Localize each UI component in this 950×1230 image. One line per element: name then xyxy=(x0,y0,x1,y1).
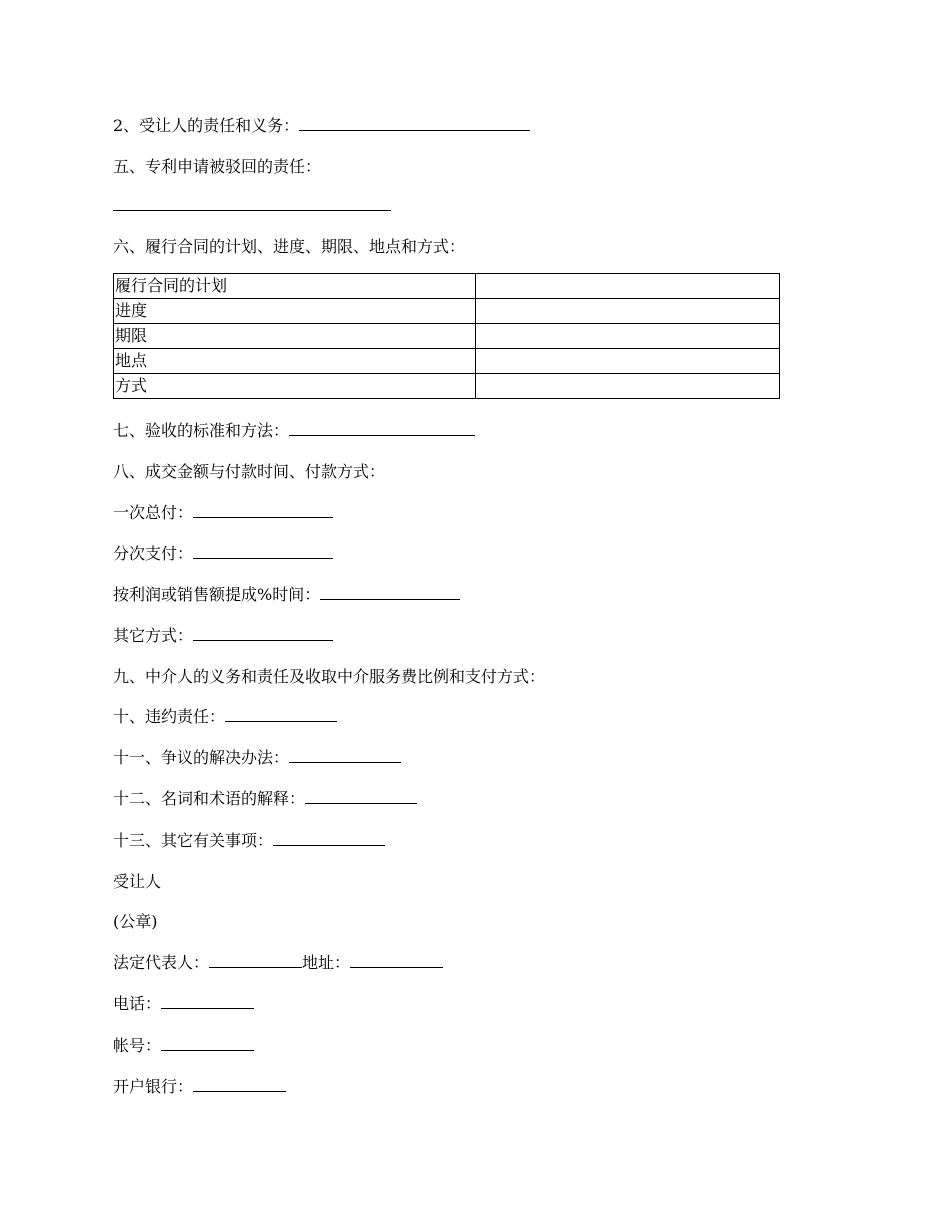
table-row xyxy=(114,349,780,374)
payment-installments-line xyxy=(113,543,333,565)
signature-party-label: 受让人 xyxy=(113,872,162,891)
payment-other-line xyxy=(113,625,333,647)
phone-label: 电话： xyxy=(113,994,162,1013)
payment-other-blank[interactable] xyxy=(193,626,333,641)
payment-lump-sum-label: 一次总付： xyxy=(113,503,194,522)
section-13-blank[interactable] xyxy=(273,831,385,846)
section-2-line xyxy=(113,115,530,137)
table-cell-value[interactable] xyxy=(476,274,780,299)
signature-phone-line xyxy=(113,993,254,1015)
signature-party xyxy=(113,871,161,893)
section-6-heading xyxy=(113,236,465,258)
address-label: 地址： xyxy=(302,953,351,972)
table-cell-label: 方式 xyxy=(114,374,476,399)
table-cell-value[interactable] xyxy=(476,374,780,399)
table-cell-label: 进度 xyxy=(114,299,476,324)
section-10-line xyxy=(113,706,337,728)
legal-rep-label: 法定代表人： xyxy=(113,953,210,972)
bank-label: 开户银行： xyxy=(113,1077,194,1096)
payment-other-label: 其它方式： xyxy=(113,626,194,645)
section-8-heading xyxy=(113,461,385,483)
section-7-blank[interactable] xyxy=(289,421,475,436)
section-8-label: 八、成交金额与付款时间、付款方式： xyxy=(113,462,386,481)
section-9-label: 九、中介人的义务和责任及收取中介服务费比例和支付方式： xyxy=(113,667,546,686)
section-11-line xyxy=(113,747,401,769)
section-2-label: 2、受让人的责任和义务： xyxy=(113,116,300,135)
table-row xyxy=(114,374,780,399)
table-row xyxy=(114,299,780,324)
signature-rep-address-line xyxy=(113,952,443,974)
payment-lump-sum-line xyxy=(113,502,333,524)
section-2-blank[interactable] xyxy=(299,116,530,131)
section-12-line xyxy=(113,788,417,810)
table-row xyxy=(114,324,780,349)
table-cell-label: 地点 xyxy=(114,349,476,374)
section-9-heading xyxy=(113,666,545,688)
section-10-label: 十、违约责任： xyxy=(113,707,226,726)
table-cell-value[interactable] xyxy=(476,324,780,349)
section-7-line xyxy=(113,420,475,442)
section-11-label: 十一、争议的解决办法： xyxy=(113,748,290,767)
section-11-blank[interactable] xyxy=(289,748,401,763)
payment-profit-share-line xyxy=(113,584,460,606)
signature-seal-label: (公章) xyxy=(113,912,158,931)
signature-bank-line xyxy=(113,1076,286,1098)
payment-profit-share-blank[interactable] xyxy=(320,585,460,600)
payment-lump-sum-blank[interactable] xyxy=(193,503,333,518)
section-7-label: 七、验收的标准和方法： xyxy=(113,421,290,440)
section-10-blank[interactable] xyxy=(225,707,337,722)
section-6-label: 六、履行合同的计划、进度、期限、地点和方式： xyxy=(113,237,466,256)
phone-blank[interactable] xyxy=(161,994,254,1009)
payment-installments-label: 分次支付： xyxy=(113,544,194,563)
address-blank[interactable] xyxy=(350,953,443,968)
table-cell-value[interactable] xyxy=(476,349,780,374)
table-cell-value[interactable] xyxy=(476,299,780,324)
payment-installments-blank[interactable] xyxy=(193,544,333,559)
account-blank[interactable] xyxy=(161,1036,254,1051)
table-cell-label: 履行合同的计划 xyxy=(114,274,476,299)
section-5-blank[interactable] xyxy=(113,210,391,211)
legal-rep-blank[interactable] xyxy=(209,953,302,968)
table-cell-label: 期限 xyxy=(114,324,476,349)
signature-account-line xyxy=(113,1035,254,1057)
bank-blank[interactable] xyxy=(193,1077,286,1092)
section-12-label: 十二、名词和术语的解释： xyxy=(113,789,306,808)
signature-seal xyxy=(113,911,158,933)
account-label: 帐号： xyxy=(113,1036,162,1055)
section-5-heading xyxy=(113,156,321,178)
section-13-line xyxy=(113,830,385,852)
payment-profit-share-label: 按利润或销售额提成%时间： xyxy=(113,585,321,604)
table-row xyxy=(114,274,780,299)
plan-table xyxy=(113,273,780,399)
section-5-label: 五、专利申请被驳回的责任： xyxy=(113,157,322,176)
section-13-label: 十三、其它有关事项： xyxy=(113,831,274,850)
section-12-blank[interactable] xyxy=(305,789,417,804)
